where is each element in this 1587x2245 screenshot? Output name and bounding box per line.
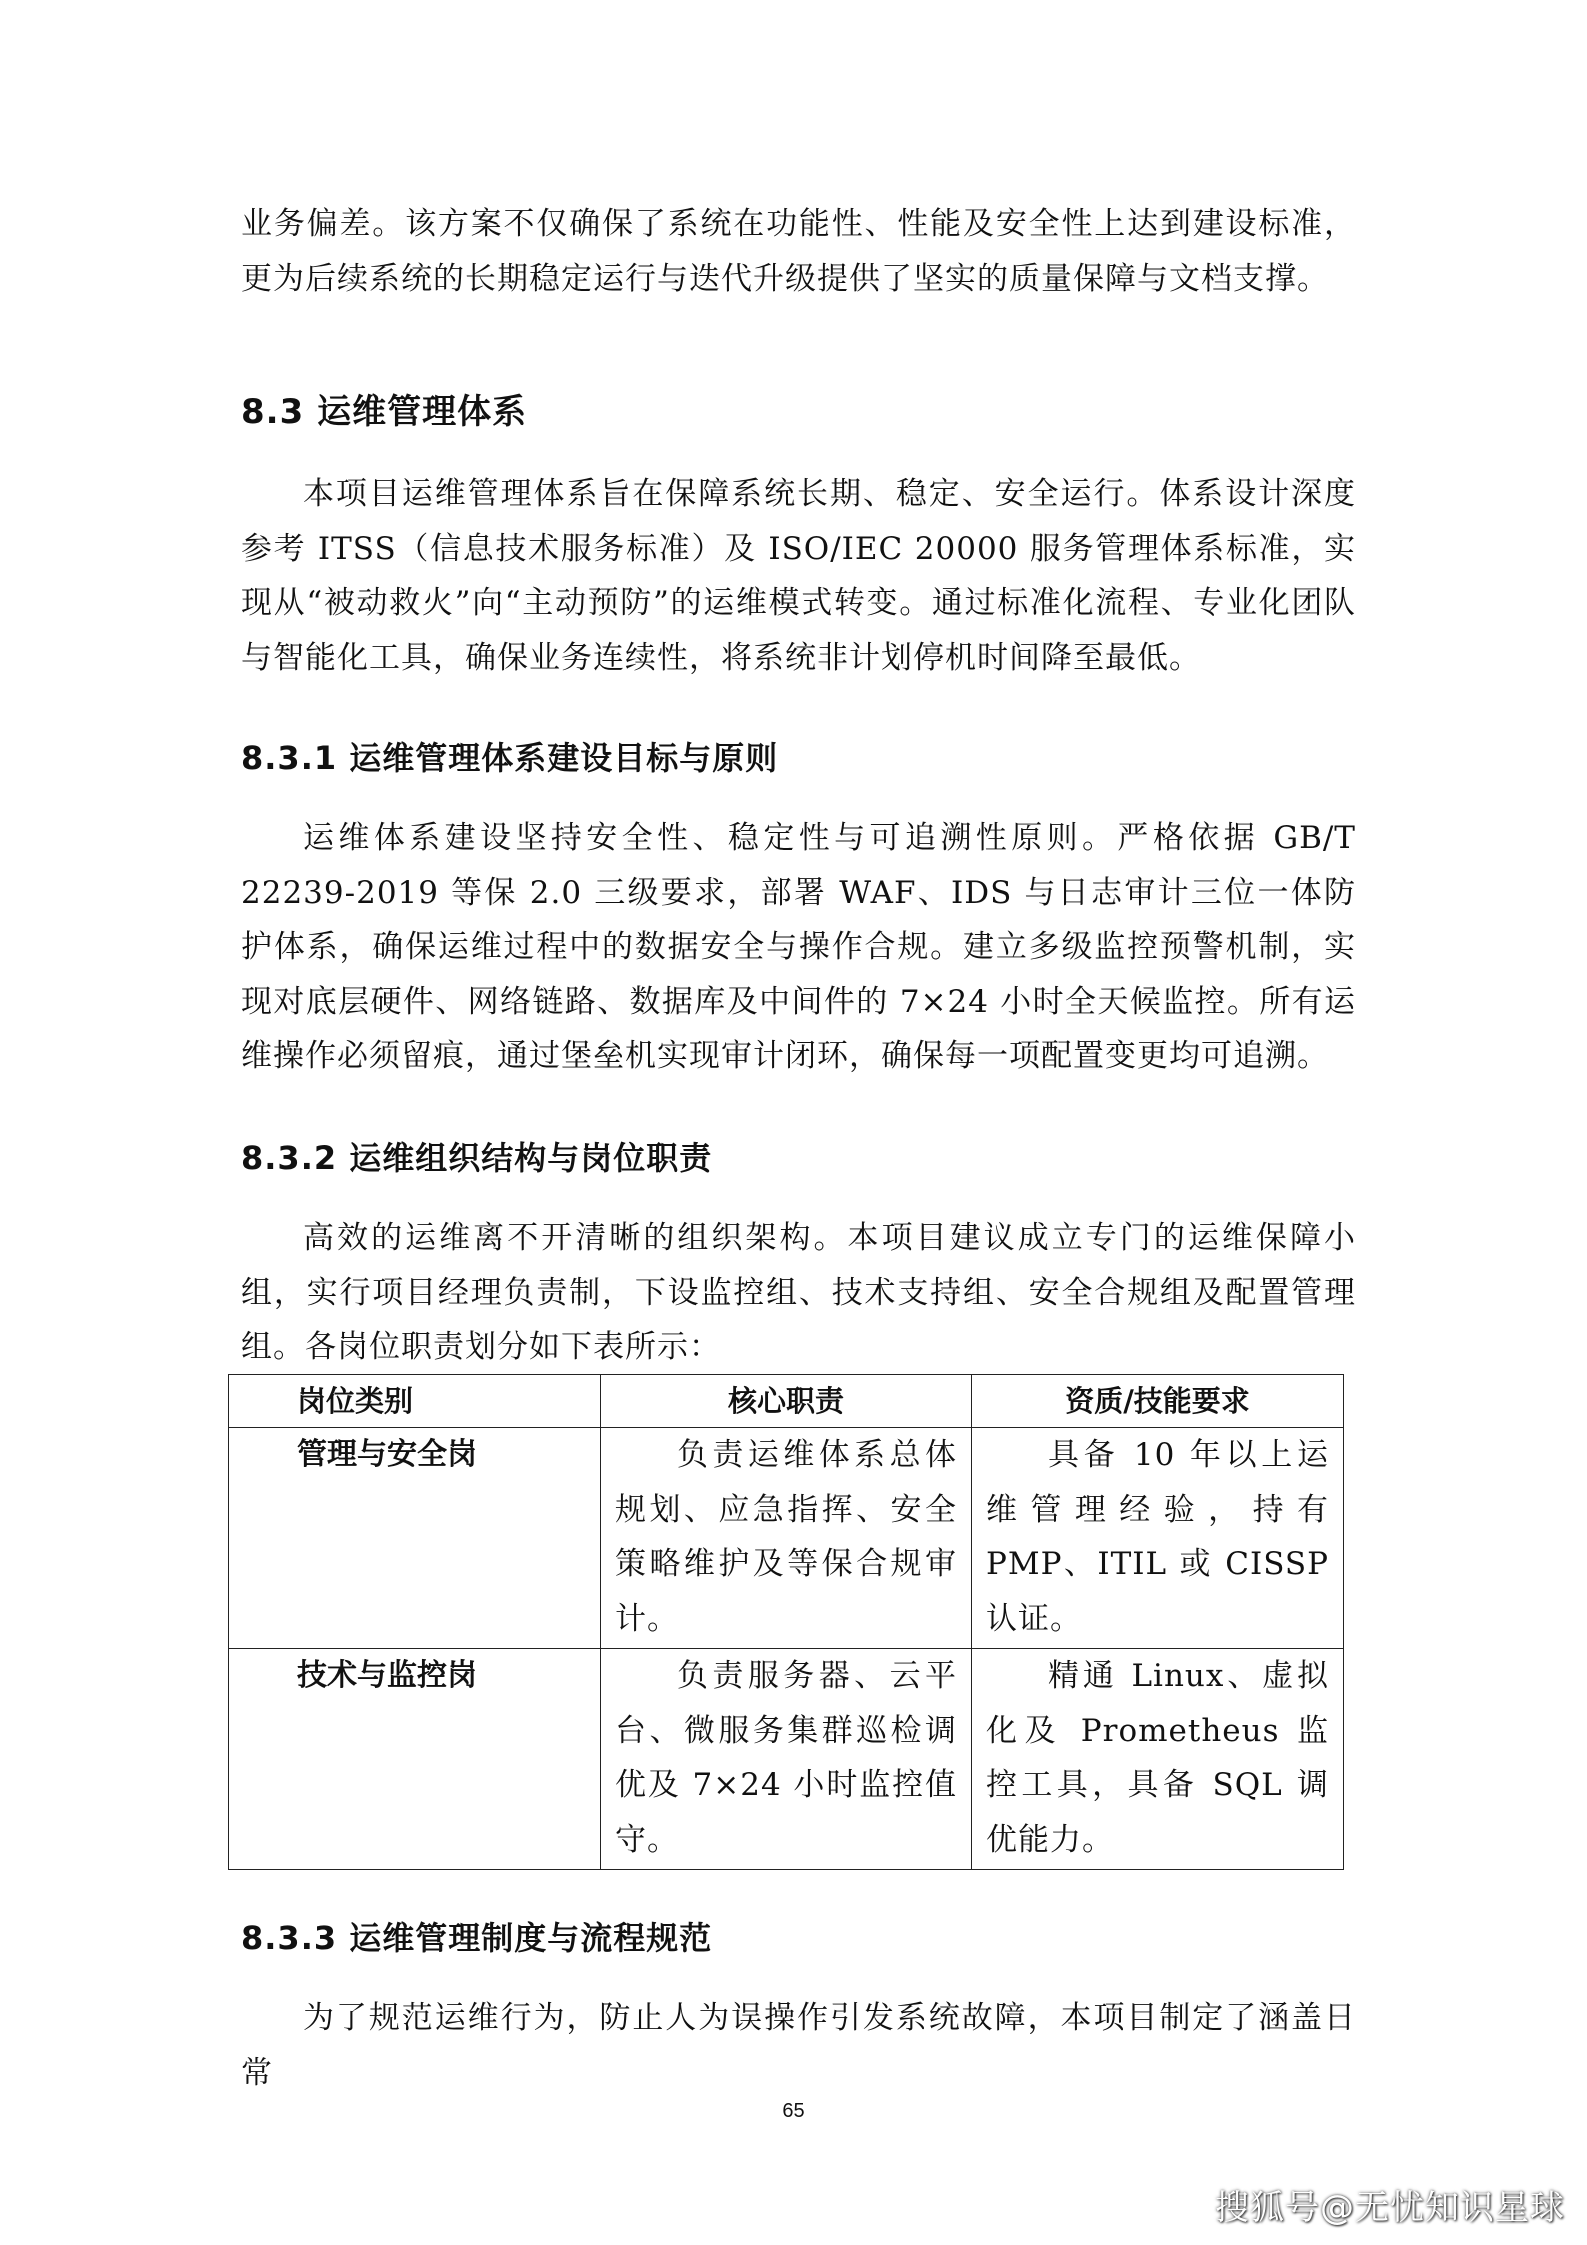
table-header-row bbox=[229, 1375, 1344, 1428]
intro-paragraph: 业务偏差。该方案不仅确保了系统在功能性、性能及安全性上达到建设标准，更为后续系统的长期稳定运行与迭代升级提供了坚实的质量保障与文档支撑。 bbox=[241, 206, 1356, 297]
section-8-3-2-paragraph: 高效的运维离不开清晰的组织架构。本项目建议成立专门的运维保障小组，实行项目经理负责制，下设监控组、技术支持组、安全合规组及配置管理组。各岗位职责划分如下表所示： bbox=[241, 1220, 1356, 1365]
table-header-cell: 岗位类别 bbox=[229, 1375, 601, 1428]
table-header-cell: 资质/技能要求 bbox=[972, 1375, 1344, 1428]
section-8-3-1-heading: 8.3.1 运维管理体系建设目标与原则 bbox=[241, 739, 779, 777]
page-number: 65 bbox=[782, 2100, 805, 2122]
table-cell-role: 技术与监控岗 bbox=[229, 1649, 601, 1870]
table-cell-requirement: 精通 Linux、虚拟化及 Prometheus 监控工具，具备 SQL 调优能力。 bbox=[972, 1649, 1344, 1870]
table-cell-duty: 负责服务器、云平台、微服务集群巡检调优及 7×24 小时监控值守。 bbox=[601, 1649, 972, 1870]
table-row bbox=[229, 1649, 1344, 1870]
table-cell-duty: 负责运维体系总体规划、应急指挥、安全策略维护及等保合规审计。 bbox=[601, 1428, 972, 1649]
section-8-3-heading: 8.3 运维管理体系 bbox=[241, 392, 528, 432]
table-cell-role: 管理与安全岗 bbox=[229, 1428, 601, 1649]
table-cell-requirement: 具备 10 年以上运维管理经验，持有 PMP、ITIL 或 CISSP 认证。 bbox=[972, 1428, 1344, 1649]
table-row bbox=[229, 1428, 1344, 1649]
section-8-3-3-paragraph: 为了规范运维行为，防止人为误操作引发系统故障，本项目制定了涵盖日常 bbox=[241, 2000, 1356, 2091]
duty-table bbox=[228, 1374, 1344, 1870]
table-header-cell: 核心职责 bbox=[601, 1375, 972, 1428]
section-8-3-3-heading: 8.3.3 运维管理制度与流程规范 bbox=[241, 1919, 713, 1957]
section-8-3-paragraph: 本项目运维管理体系旨在保障系统长期、稳定、安全运行。体系设计深度参考 ITSS（信息技术服务标准）及 ISO/IEC 20000 服务管理体系标准，实现从“被动救火”向“主动预防”的运维模式转变。通过标准化流程、专业化团队与智能化工具，确保业务连续性，将系统非计划停机时间降至最低。 bbox=[241, 476, 1356, 676]
section-8-3-2-heading: 8.3.2 运维组织结构与岗位职责 bbox=[241, 1139, 713, 1177]
section-8-3-1-paragraph: 运维体系建设坚持安全性、稳定性与可追溯性原则。严格依据 GB/T 22239-2019 等保 2.0 三级要求，部署 WAF、IDS 与日志审计三位一体防护体系，确保运维过程中的数据安全与操作合规。建立多级监控预警机制，实现对底层硬件、网络链路、数据库及中间件的 7×24 小时全天候监控。所有运维操作必须留痕，通过堡垒机实现审计闭环，确保每一项配置变更均可追溯。 bbox=[241, 820, 1356, 1074]
watermark: 搜狐号@无忧知识星球 bbox=[1215, 2188, 1565, 2228]
